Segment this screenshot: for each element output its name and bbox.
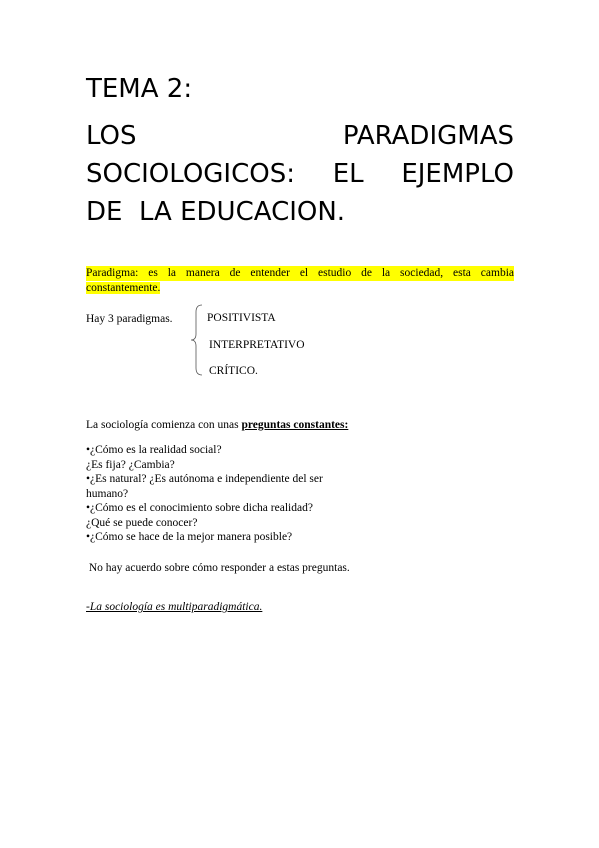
questions-intro: La sociología comienza con unas preguntas constantes: <box>86 419 349 431</box>
question-line: ¿Es fija? ¿Cambia? <box>86 458 175 471</box>
definition-word: Paradigma: <box>86 267 139 279</box>
curly-brace-icon <box>190 304 204 376</box>
definition-line-2: constantemente. <box>86 282 161 294</box>
definition-word: sociedad, <box>400 267 444 279</box>
title-word: EL <box>332 159 364 189</box>
title-word: SOCIOLOGICOS: <box>86 159 295 189</box>
question-line: •¿Es natural? ¿Es autónoma e independiente del ser <box>86 473 323 485</box>
conclusion-text: No hay acuerdo sobre cómo responder a estas preguntas. <box>86 562 350 574</box>
definition-word: esta <box>453 267 471 279</box>
paradigm-interpretativo: INTERPRETATIVO <box>209 339 305 351</box>
title-line-3: DE LA EDUCACION. <box>86 197 346 227</box>
paradigm-critico: CRÍTICO. <box>209 365 258 377</box>
definition-word: de <box>361 267 372 279</box>
question-line: ¿Qué se puede conocer? <box>86 516 198 529</box>
questions-emphasis: preguntas constantes: <box>241 419 349 431</box>
question-line: humano? <box>86 487 129 500</box>
definition-word: es <box>148 267 158 279</box>
title-word: PARADIGMAS <box>342 121 514 151</box>
definition-word: la <box>381 267 391 279</box>
paradigm-definition <box>86 266 514 296</box>
question-line: •¿Cómo es la realidad social? <box>86 444 222 456</box>
paradigm-positivista: POSITIVISTA <box>207 312 276 324</box>
title-line-2 <box>86 155 514 193</box>
title-word: LOS <box>86 121 137 151</box>
definition-word: cambia <box>480 267 514 279</box>
definition-word: manera <box>185 267 220 279</box>
definition-word: el <box>299 267 309 279</box>
paradigms-intro: Hay 3 paradigmas. <box>86 313 173 325</box>
closing-statement: -La sociología es multiparadigmática. <box>86 601 263 613</box>
definition-word: estudio <box>318 267 352 279</box>
title-line-1 <box>86 117 514 155</box>
title-word: EJEMPLO <box>401 159 514 189</box>
definition-word: la <box>167 267 177 279</box>
definition-line-1 <box>86 266 514 281</box>
question-line: •¿Cómo se hace de la mejor manera posible? <box>86 531 293 543</box>
questions-list <box>86 443 386 545</box>
topic-number: TEMA 2: <box>86 74 193 104</box>
definition-word: entender <box>250 267 290 279</box>
question-line: •¿Cómo es el conocimiento sobre dicha realidad? <box>86 502 313 514</box>
definition-word: de <box>229 267 241 279</box>
